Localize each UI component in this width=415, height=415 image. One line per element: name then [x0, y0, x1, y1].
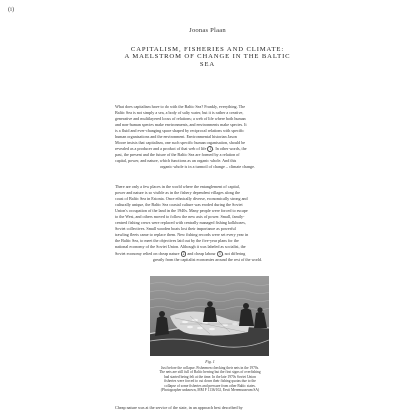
footnote-ref[interactable]: 2: [182, 251, 185, 256]
figure-caption: [140, 360, 280, 393]
paragraph-line: national economy of the Soviet Union. Although it was labeled as socialist, the: [115, 244, 246, 250]
line-text: and cheap labour: [186, 250, 216, 256]
paragraph-line: There are only a few places in the world where the entanglement of capital,: [115, 184, 240, 189]
caption-line: fisheries were forced to cut down their fishing quotas due to the: [164, 379, 256, 383]
author-name: Joonas Plaan: [189, 27, 226, 34]
paragraph-line: human organisations and the environment. Environmental historian Jason: [115, 134, 237, 140]
paragraph-intro: [115, 104, 300, 171]
line-text: . In other words, the: [213, 146, 247, 152]
paragraph-line: Union's occupation of the land in the 1940s. Many people were forced to escape: [115, 208, 248, 214]
caption-line: collapse of some fisheries and pressure from other Baltic states.: [164, 383, 256, 388]
line-text: , not differing: [222, 250, 246, 256]
paragraph-line: Moore insists that capitalism, one such specific human organisation, should be: [115, 140, 246, 146]
caption-line: Just before the collapse. Fishermen checking their nets in the 1970s.: [160, 365, 259, 370]
paragraph-line: What does capitalism have to do with the Baltic Sea? Frankly, everything. The: [115, 104, 246, 109]
title-line: SEA: [199, 60, 216, 68]
paragraph-line: Cheap nature was at the service of the state, in an approach best described by: [115, 405, 243, 410]
caption-line: The nets are still full of Baltic herring but the first signs of overfishing: [159, 370, 261, 374]
paragraph-line: Baltic Sea is not simply a sea, a body of salty water, but it is rather a creative,: [115, 110, 244, 116]
paragraph-line: past, the present and the future of the Baltic Sea are formed by a relation of: [115, 152, 240, 158]
paragraph-line: power and nature is so visible as in the fishery dependent villages along the: [115, 190, 240, 196]
caption-line: (Photographer unknown, MM F 1136/102, Eesti Meremuuseum SA): [160, 388, 260, 392]
paragraph-line: trawling fleets came to replace them. New fishing records were set every year in: [115, 232, 249, 238]
paragraph-line: the Baltic Sea, to meet the objectives laid out by the five-year plans for the: [115, 238, 239, 244]
paragraph-line: to the West, and others moved to follow the new axis of power. Small, family-: [115, 214, 245, 220]
paragraph-cheap-nature: [115, 405, 300, 411]
paragraph-line: Soviet collectives. Small wooden boats lost their importance as powerful: [115, 226, 236, 232]
title-line: A MAELSTROM OF CHANGE IN THE BALTIC: [124, 53, 291, 61]
footnote-ref[interactable]: 1: [209, 147, 212, 152]
paragraph-line: culturally unique, the Baltic Sea coastal culture was eroded during the Soviet: [115, 202, 243, 208]
paragraph-line: organic whole is in a turmoil of change – climate change.: [159, 164, 255, 170]
paragraph-coast: [115, 184, 300, 263]
paragraph-line: greatly from the capitalist economies around the rest of the world.: [152, 256, 263, 262]
figure-label: Fig. 1: [205, 359, 215, 364]
caption-line: had started being felt at the time. In the late 1970s Soviet Union: [164, 374, 256, 379]
paragraph-line: capital, power, and nature, which functions as an organic whole. And this: [115, 158, 237, 164]
paragraph-line: generative and multilayered locus of relations; a web of life where both human: [115, 116, 246, 122]
paragraph-line: and non-human species make environments, and environments make species. It: [115, 122, 247, 128]
page-marker: (i): [8, 6, 15, 13]
line-text: revealed as a producer and a product of that web of life: [115, 146, 207, 152]
line-text: Soviet economy relied on cheap nature: [115, 250, 180, 256]
paragraph-line: centred fishing crews were replaced with centrally managed fishing kolkhozes,: [115, 220, 246, 226]
title-line: CAPITALISM, FISHERIES AND CLIMATE:: [130, 46, 285, 53]
paragraph-line: coast of Baltic Sea in Estonia. Once ethnically diverse, economically strong and: [115, 196, 248, 202]
paragraph-line: is a fluid and ever-changing space shaped by reciprocal relations with specific: [115, 128, 245, 134]
article-title: [100, 46, 315, 68]
fishermen-photo-image: [150, 276, 269, 356]
figure-photo: [150, 276, 269, 356]
footnote-ref[interactable]: 3: [218, 251, 221, 256]
